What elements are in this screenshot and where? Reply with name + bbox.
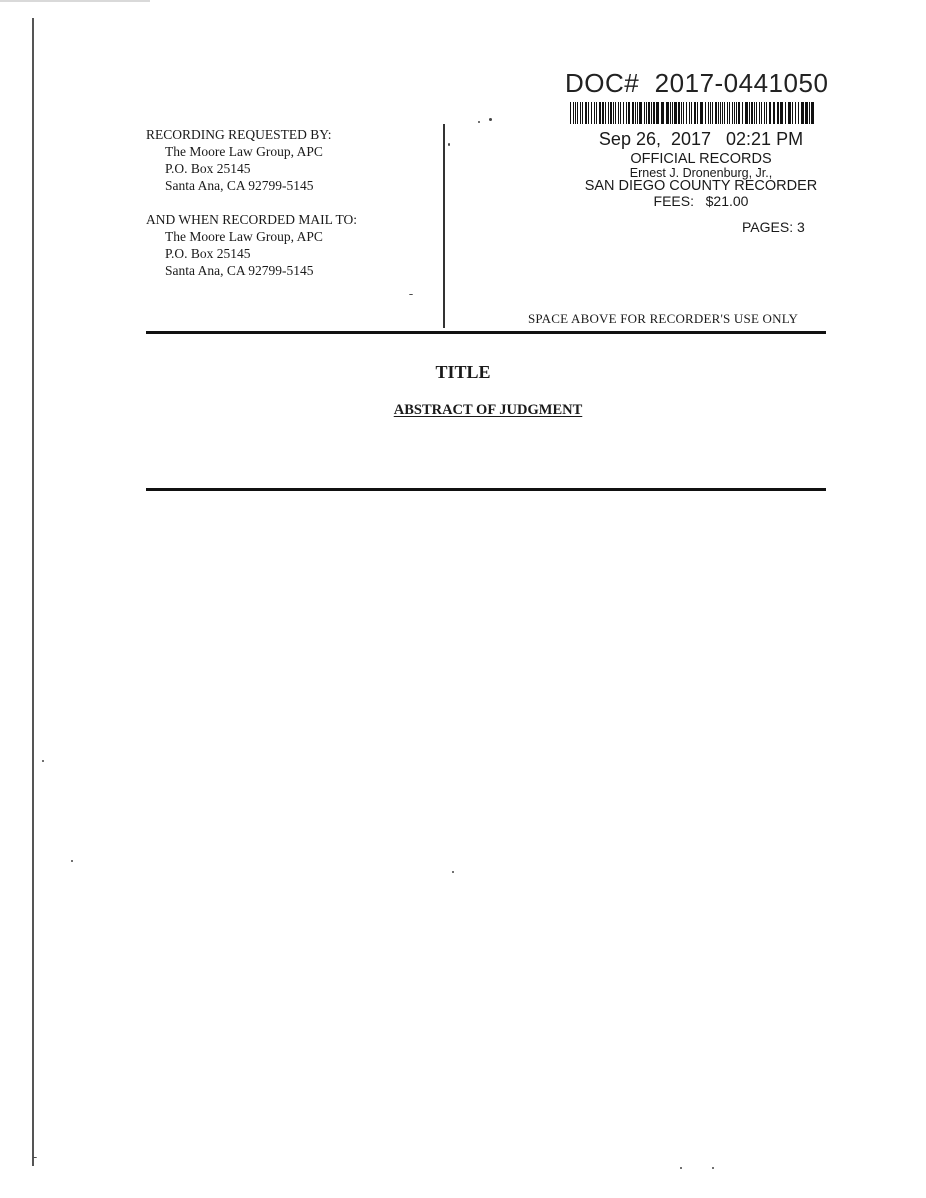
scan-speck	[33, 1157, 37, 1158]
mail-to-city: Santa Ana, CA 92799-5145	[165, 263, 314, 278]
barcode-bar	[764, 102, 765, 124]
recorder-name: Ernest J. Dronenburg, Jr.,	[629, 165, 773, 180]
scan-speck	[680, 1167, 682, 1169]
mail-to-heading: AND WHEN RECORDED MAIL TO:	[146, 212, 357, 227]
barcode-bar	[588, 102, 589, 124]
barcode-bar	[608, 102, 609, 124]
scan-speck	[71, 860, 73, 862]
barcode-bar	[705, 102, 706, 124]
scan-edge-mark	[0, 0, 150, 2]
barcode-bar	[780, 102, 783, 124]
barcode-bar	[759, 102, 760, 124]
barcode-bar	[613, 102, 614, 124]
barcode-bar	[742, 102, 743, 124]
barcode-bar	[766, 102, 767, 124]
title-bottom-rule	[146, 488, 826, 491]
barcode-bar	[756, 102, 757, 124]
barcode-bar	[575, 102, 576, 124]
barcode-bar	[811, 102, 814, 124]
barcode-bar	[809, 102, 810, 124]
barcode-bar	[648, 102, 650, 124]
official-records-label: OFFICIAL RECORDS	[630, 151, 772, 167]
barcode-bar	[734, 102, 735, 124]
barcode-bar	[591, 102, 592, 124]
barcode-bar	[618, 102, 619, 124]
barcode-bar	[745, 102, 748, 124]
barcode-bar	[788, 102, 791, 124]
scan-speck	[409, 294, 413, 295]
barcode-bar	[644, 102, 645, 124]
requester-po-box: P.O. Box 25145	[165, 161, 251, 176]
barcode-bar	[582, 102, 583, 124]
barcode-bar	[639, 102, 642, 124]
barcode-bar	[694, 102, 696, 124]
document-title-text: ABSTRACT OF JUDGMENT	[393, 402, 583, 418]
barcode-bar	[785, 102, 786, 124]
barcode-bar	[672, 102, 673, 124]
scan-speck	[712, 1167, 714, 1169]
county-recorder-label: SAN DIEGO COUNTY RECORDER	[584, 178, 818, 194]
recording-requested-heading: RECORDING REQUESTED BY:	[146, 127, 332, 142]
scan-speck	[478, 121, 480, 123]
header-divider	[443, 124, 445, 328]
barcode-bar	[656, 102, 659, 124]
barcode-bar	[727, 102, 728, 124]
requester-city: Santa Ana, CA 92799-5145	[165, 178, 314, 193]
barcode-bar	[674, 102, 677, 124]
barcode-bar	[577, 102, 578, 124]
barcode-bar	[570, 102, 571, 124]
barcode-bar	[666, 102, 669, 124]
barcode-bar	[689, 102, 690, 124]
recorder-use-note: SPACE ABOVE FOR RECORDER'S USE ONLY	[528, 311, 799, 326]
recording-fees: FEES: $21.00	[653, 192, 749, 209]
barcode-bar	[761, 102, 762, 124]
barcode-bar	[646, 102, 647, 124]
page-margin-line	[32, 18, 34, 1166]
barcode-bar	[653, 102, 655, 124]
barcode-bar	[722, 102, 723, 124]
barcode-bar	[599, 102, 601, 124]
barcode-bar	[580, 102, 581, 124]
barcode-bar	[615, 102, 616, 124]
scan-speck	[489, 118, 492, 121]
document-number: DOC# 2017-0441050	[565, 68, 829, 98]
barcode-bar	[573, 102, 574, 124]
barcode-bar	[715, 102, 717, 124]
barcode-bar	[738, 102, 740, 124]
barcode	[570, 102, 814, 124]
barcode-bar	[623, 102, 624, 124]
barcode-bar	[805, 102, 808, 124]
barcode-bar	[708, 102, 709, 124]
header-bottom-rule	[146, 331, 826, 334]
barcode-bar	[635, 102, 636, 124]
barcode-bar	[710, 102, 711, 124]
barcode-bar	[661, 102, 664, 124]
barcode-bar	[594, 102, 595, 124]
barcode-bar	[651, 102, 652, 124]
barcode-bar	[620, 102, 621, 124]
barcode-bar	[683, 102, 684, 124]
scan-speck	[448, 143, 450, 146]
barcode-bar	[736, 102, 737, 124]
barcode-bar	[751, 102, 753, 124]
barcode-bar	[691, 102, 692, 124]
barcode-bar	[773, 102, 775, 124]
scan-speck	[42, 760, 44, 762]
requester-name: The Moore Law Group, APC	[165, 144, 323, 159]
barcode-bar	[801, 102, 804, 124]
barcode-bar	[610, 102, 612, 124]
barcode-bar	[795, 102, 796, 124]
barcode-bar	[729, 102, 730, 124]
barcode-bar	[724, 102, 725, 124]
barcode-bar	[596, 102, 597, 124]
page-count: PAGES: 3	[742, 219, 805, 235]
barcode-bar	[798, 102, 799, 124]
barcode-bar	[585, 102, 587, 124]
barcode-bar	[792, 102, 793, 124]
title-heading: TITLE	[435, 362, 491, 382]
barcode-bar	[777, 102, 779, 124]
barcode-bar	[681, 102, 682, 124]
mail-to-po-box: P.O. Box 25145	[165, 246, 251, 261]
recording-date-time: Sep 26, 2017 02:21 PM	[598, 129, 804, 149]
barcode-bar	[626, 102, 627, 124]
barcode-bar	[602, 102, 604, 124]
barcode-bar	[670, 102, 671, 124]
barcode-bar	[718, 102, 719, 124]
recording-requested-block	[146, 126, 332, 194]
barcode-bar	[628, 102, 630, 124]
scan-speck	[452, 871, 454, 873]
recorder-stamp	[570, 130, 832, 208]
mail-to-name: The Moore Law Group, APC	[165, 229, 323, 244]
barcode-bar	[712, 102, 713, 124]
barcode-bar	[605, 102, 606, 124]
barcode-bar	[720, 102, 721, 124]
barcode-bar	[754, 102, 755, 124]
barcode-bar	[637, 102, 638, 124]
barcode-bar	[697, 102, 698, 124]
barcode-bar	[700, 102, 703, 124]
barcode-bar	[686, 102, 687, 124]
barcode-bar	[769, 102, 771, 124]
document-title	[0, 402, 926, 419]
barcode-bar	[732, 102, 733, 124]
barcode-bar	[749, 102, 750, 124]
barcode-bar	[678, 102, 680, 124]
barcode-bar	[632, 102, 634, 124]
mail-to-block	[146, 211, 357, 279]
